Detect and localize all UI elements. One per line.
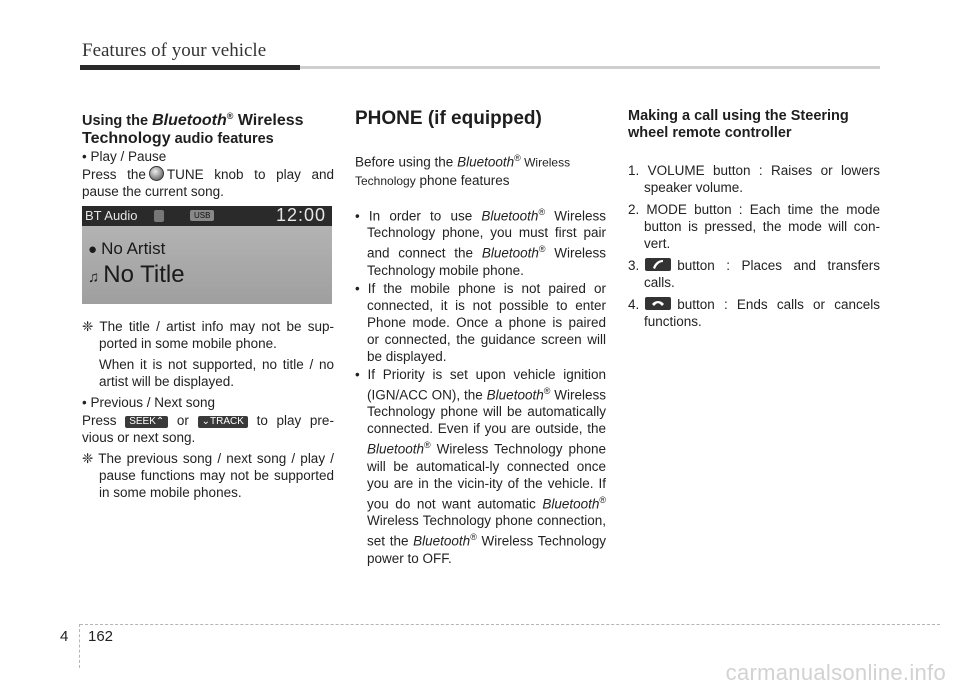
note-title-artist-cont: When it is not supported, no title / no artist will be displayed.: [99, 356, 334, 389]
display-artist: No Artist: [101, 238, 166, 258]
bullet-not-paired: • If the mobile phone is not paired or connected, it is not possible to enter Phone mode. Once a phone is paired or connected, the guidance screen will be displayed.: [355, 280, 606, 364]
list-item-volume: 1. VOLUME button : Raises or lowers speaker volume.: [628, 163, 880, 195]
display-clock: 12:00: [275, 205, 326, 225]
display-title-row: [88, 260, 185, 288]
music-note-icon: ♫: [88, 268, 100, 286]
bt-audio-display: [82, 206, 332, 304]
person-icon: ●: [88, 240, 98, 258]
column-steering-controls: [628, 108, 880, 335]
play-pause-instruction: Press the TUNE knob to play and pause the current song.: [82, 166, 334, 199]
prev-next-instruction: Press SEEK⌃ or ⌄TRACK to play pre-vious or next song.: [82, 412, 334, 445]
end-call-button-icon: [645, 297, 671, 310]
display-usb-badge: USB: [190, 210, 214, 221]
note-title-artist: ❈ The title / artist info may not be sup-ported in some mobile phone.: [82, 318, 334, 351]
header-rule-accent: [80, 65, 300, 70]
column-bt-audio: [82, 108, 334, 505]
bluetooth-icon: [154, 210, 164, 222]
display-status-bar: [82, 206, 332, 226]
section-heading-steering: Making a call using the Steering wheel remote controller: [628, 108, 849, 141]
display-mode-label: BT Audio: [85, 207, 138, 223]
bullet-pair-phone: • In order to use Bluetooth® Wireless Technology phone, you must first pair and connect the Bluetooth® Wireless Technology mobile phone.: [355, 206, 607, 278]
section-heading-bt-audio: Using the Bluetooth® Wireless Technology audio features: [82, 111, 304, 147]
footer-divider: [79, 624, 80, 668]
chapter-number: 4: [60, 628, 69, 645]
list-item-mode: 2. MODE button : Each time the mode button is pressed, the mode will con-vert.: [628, 202, 880, 251]
page-number: 162: [88, 628, 114, 645]
call-button-icon: [645, 258, 671, 271]
bullet-prev-next: • Previous / Next song: [82, 394, 216, 410]
track-key-icon: ⌄TRACK: [198, 416, 248, 428]
tune-knob-icon: [149, 166, 164, 181]
list-item-call: 3. button : Places and transfers calls.: [628, 258, 880, 290]
bullet-play-pause: • Play / Pause: [82, 148, 167, 164]
phone-intro: Before using the Bluetooth® Wireless Technology phone features: [355, 153, 571, 188]
column-phone: [355, 108, 606, 568]
footer-rule: [80, 624, 940, 625]
note-prev-next: ❈ The previous song / next song / play / pause functions may not be supported in some mobile phones.: [82, 450, 334, 500]
section-heading-phone: PHONE (if equipped): [355, 108, 542, 129]
seek-key-icon: SEEK⌃: [125, 416, 168, 428]
list-item-end-call: 4. button : Ends calls or cancels functions.: [628, 297, 880, 329]
watermark: carmanualsonline.info: [725, 660, 946, 685]
display-title: No Title: [103, 260, 185, 288]
bullet-priority: • If Priority is set upon vehicle ignition (IGN/ACC ON), the Bluetooth® Wireless Technology phone will be automatically connected. Even if you are outside, the Bluetooth® Wireless Technology phone will be automatical-ly connected once you are in the vicin-ity of the vehicle. If you do not want automatic Bluetooth® Wireless Technology phone connection, set the Bluetooth® Wireless Technology power to OFF.: [355, 366, 606, 566]
page-header-title: Features of your vehicle: [82, 40, 267, 61]
display-artist-row: [88, 240, 165, 258]
